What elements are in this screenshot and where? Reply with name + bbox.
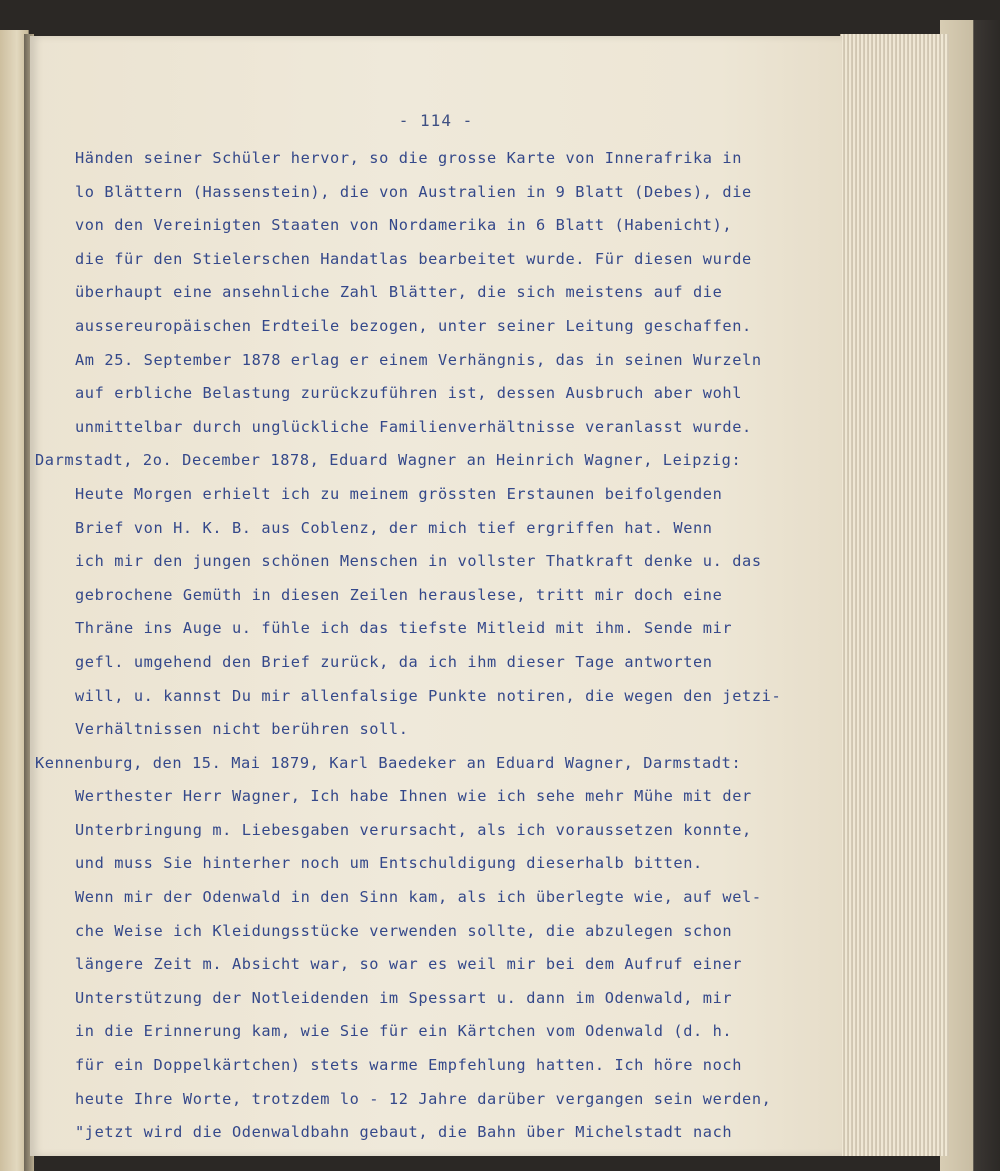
- text-line: heute Ihre Worte, trotzdem lo - 12 Jahre darüber vergangen sein werden,: [75, 1089, 772, 1108]
- document-page: [30, 36, 842, 1156]
- text-line: Werthester Herr Wagner, Ich habe Ihnen wie ich sehe mehr Mühe mit der: [75, 787, 752, 806]
- text-line: will, u. kannst Du mir allenfalsige Punkte notiren, die wegen den jetzi-: [75, 686, 782, 705]
- typewritten-text: [35, 142, 845, 1150]
- text-line: die für den Stielerschen Handatlas bearbeitet wurde. Für diesen wurde: [75, 249, 752, 268]
- text-line: lo Blättern (Hassenstein), die von Australien in 9 Blatt (Debes), die: [75, 182, 752, 201]
- text-line: Am 25. September 1878 erlag er einem Verhängnis, das in seinen Wurzeln: [75, 350, 762, 369]
- text-line: gefl. umgehend den Brief zurück, da ich ihm dieser Tage antworten: [75, 652, 713, 671]
- text-line: überhaupt eine ansehnliche Zahl Blätter, die sich meistens auf die: [75, 283, 723, 302]
- text-line: ich mir den jungen schönen Menschen in vollster Thatkraft denke u. das: [75, 552, 762, 571]
- text-line: für ein Doppelkärtchen) stets warme Empfehlung hatten. Ich höre noch: [75, 1056, 743, 1075]
- text-line: Unterstützung der Notleidenden im Spessart u. dann im Odenwald, mir: [75, 988, 733, 1007]
- text-line: Händen seiner Schüler hervor, so die grosse Karte von Innerafrika in: [75, 149, 743, 167]
- text-line: Thräne ins Auge u. fühle ich das tiefste Mitleid mit ihm. Sende mir: [75, 619, 733, 638]
- text-line: aussereuropäischen Erdteile bezogen, unter seiner Leitung geschaffen.: [75, 316, 752, 335]
- page-stack-edges: [840, 34, 949, 1156]
- text-line: "jetzt wird die Odenwaldbahn gebaut, die Bahn über Michelstadt nach: [75, 1123, 733, 1142]
- text-line: gebrochene Gemüth in diesen Zeilen herauslese, tritt mir doch eine: [75, 585, 723, 604]
- text-line: von den Vereinigten Staaten von Nordamerika in 6 Blatt (Habenicht),: [75, 216, 733, 235]
- text-line: auf erbliche Belastung zurückzuführen ist, dessen Ausbruch aber wohl: [75, 384, 743, 403]
- letter-heading: Kennenburg, den 15. Mai 1879, Karl Baedeker an Eduard Wagner, Darmstadt:: [35, 753, 742, 772]
- text-line: Heute Morgen erhielt ich zu meinem grössten Erstaunen beifolgenden: [75, 484, 723, 503]
- text-line: che Weise ich Kleidungsstücke verwenden sollte, die abzulegen schon: [75, 921, 733, 940]
- page-number: - 114 -: [398, 111, 474, 130]
- text-line: und muss Sie hinterher noch um Entschuldigung dieserhalb bitten.: [75, 854, 703, 873]
- text-line: in die Erinnerung kam, wie Sie für ein Kärtchen vom Odenwald (d. h.: [75, 1022, 733, 1041]
- text-line: Verhältnissen nicht berühren soll.: [75, 720, 409, 739]
- letter-heading: Darmstadt, 2o. December 1878, Eduard Wagner an Heinrich Wagner, Leipzig:: [35, 451, 742, 470]
- text-line: unmittelbar durch unglückliche Familienverhältnisse veranlasst wurde.: [75, 417, 752, 436]
- text-line: Brief von H. K. B. aus Coblenz, der mich tief ergriffen hat. Wenn: [75, 518, 713, 537]
- text-line: Wenn mir der Odenwald in den Sinn kam, als ich überlegte wie, auf wel-: [75, 888, 762, 907]
- text-line: Unterbringung m. Liebesgaben verursacht, als ich voraussetzen konnte,: [75, 820, 752, 839]
- text-line: längere Zeit m. Absicht war, so war es weil mir bei dem Aufruf einer: [75, 955, 743, 974]
- book-cover: [940, 20, 1000, 1171]
